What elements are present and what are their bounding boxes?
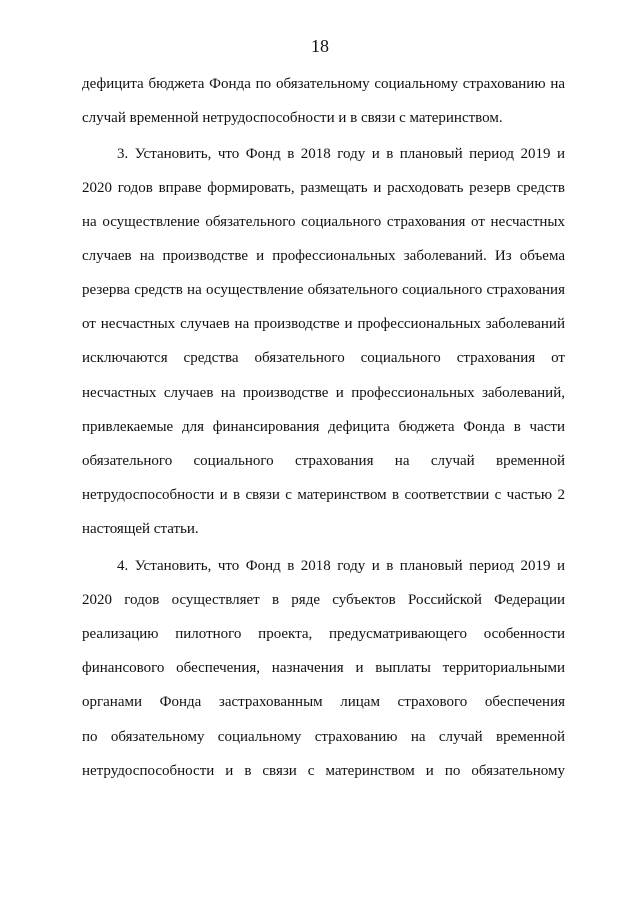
text-line: случаев на производстве и профессиональных заболеваний. Из объема: [82, 248, 565, 264]
text-line: 4. Установить, что Фонд в 2018 году и в плановый период 2019 и: [117, 558, 565, 574]
text-line: резерва средств на осуществление обязательного социального страхования: [82, 282, 565, 298]
text-line: нетрудоспособности и в связи с материнством в соответствии с частью 2: [82, 487, 565, 503]
text-line: исключаются средства обязательного социального страхования от: [82, 350, 565, 366]
text-line: настоящей статьи.: [82, 521, 199, 537]
text-line: органами Фонда застрахованным лицам страхового обеспечения: [82, 694, 565, 710]
text-line: от несчастных случаев на производстве и профессиональных заболеваний: [82, 316, 565, 332]
text-line: случай временной нетрудоспособности и в связи с материнством.: [82, 110, 503, 126]
text-line: привлекаемые для финансирования дефицита бюджета Фонда в части: [82, 419, 565, 435]
page-number: 18: [311, 36, 329, 56]
text-line: реализацию пилотного проекта, предусматривающего особенности: [82, 626, 565, 642]
text-line: 2020 годов осуществляет в ряде субъектов Российской Федерации: [82, 592, 565, 608]
text-line: финансового обеспечения, назначения и выплаты территориальными: [82, 660, 565, 676]
text-line: на осуществление обязательного социального страхования от несчастных: [82, 214, 565, 230]
text-line: дефицита бюджета Фонда по обязательному социальному страхованию на: [82, 76, 565, 92]
text-line: по обязательному социальному страхованию на случай временной: [82, 729, 565, 745]
text-line: 3. Установить, что Фонд в 2018 году и в плановый период 2019 и: [117, 146, 565, 162]
text-line: обязательного социального страхования на случай временной: [82, 453, 565, 469]
text-line: несчастных случаев на производстве и профессиональных заболеваний,: [82, 385, 565, 401]
text-line: 2020 годов вправе формировать, размещать и расходовать резерв средств: [82, 180, 565, 196]
text-line: нетрудоспособности и в связи с материнством и по обязательному: [82, 763, 565, 779]
